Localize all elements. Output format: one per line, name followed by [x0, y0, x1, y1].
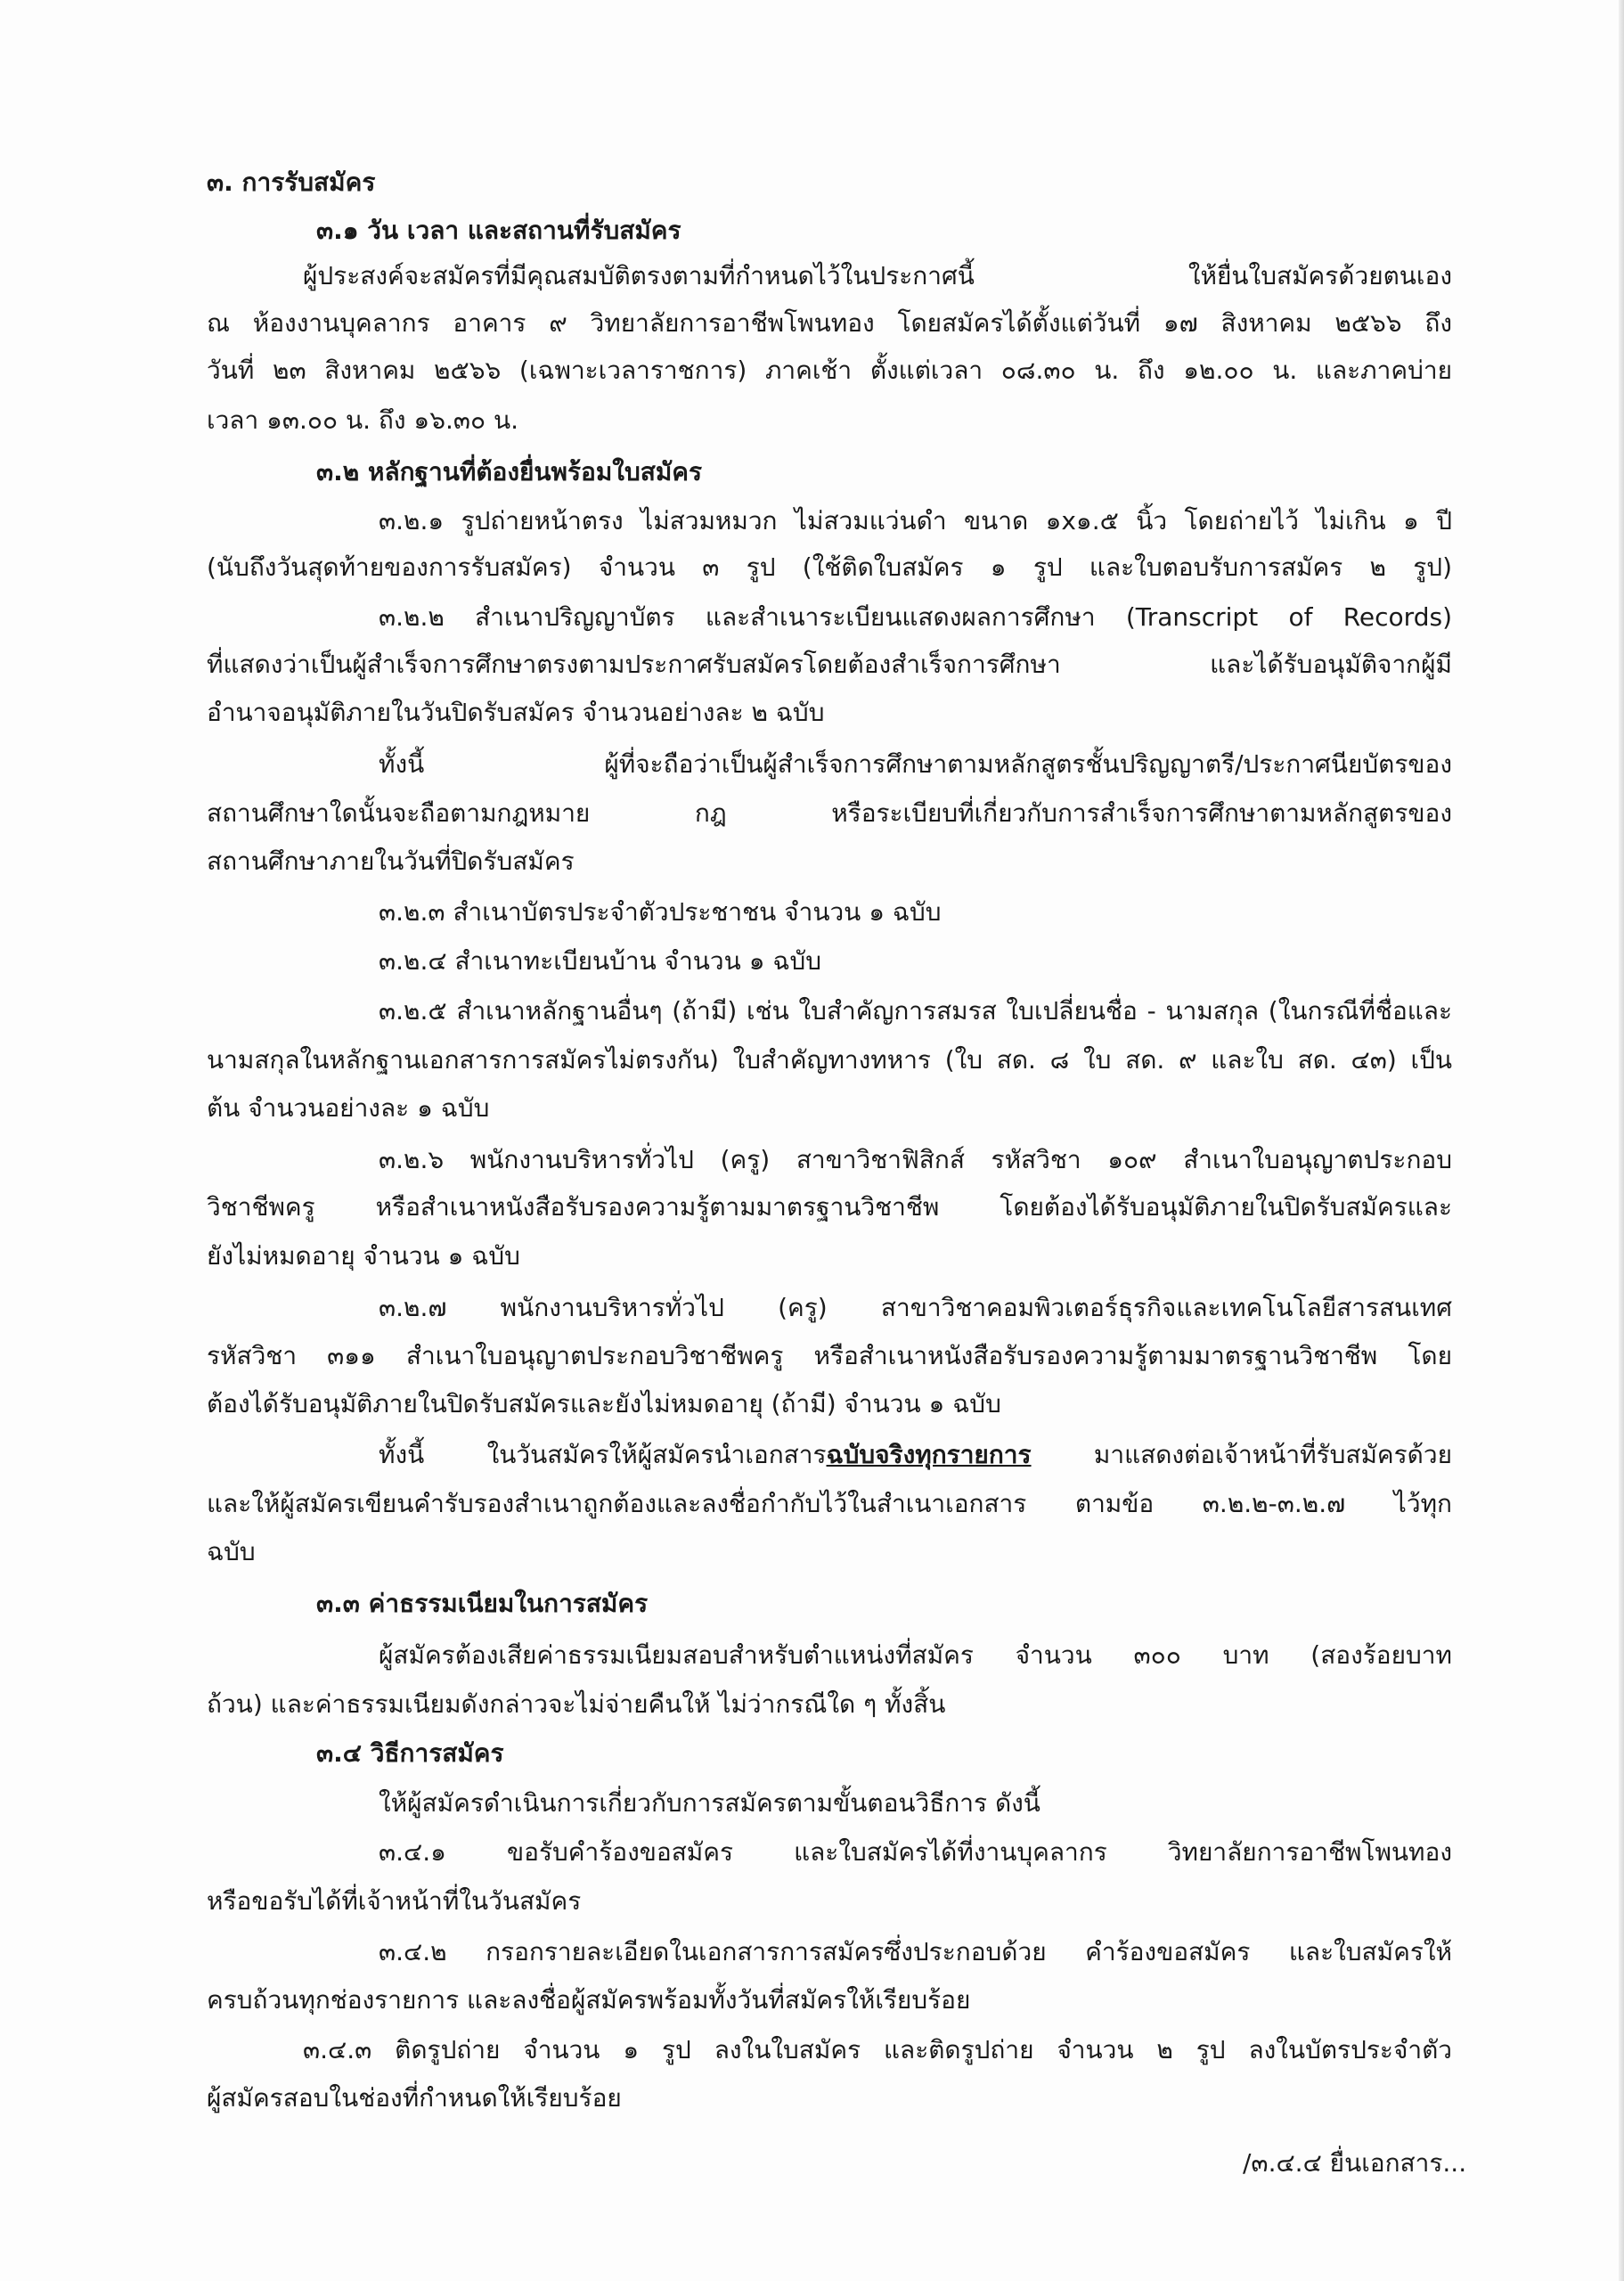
paragraph-line: ที่แสดงว่าเป็นผู้สำเร็จการศึกษาตรงตามประกาศรับสมัครโดยต้องสำเร็จการศึกษา และได้รับอนุมัติจากผู้มี [207, 650, 1452, 679]
paragraph-line: ๓.๒.๓ สำเนาบัตรประจำตัวประชาชน จำนวน ๑ ฉบับ [379, 897, 942, 927]
paragraph-line: ๓.๒.๒ สำเนาปริญญาบัตร และสำเนาระเบียนแสดงผลการศึกษา (Transcript of Records) [379, 602, 1452, 632]
section-3-heading: ๓. การรับสมัคร [207, 168, 376, 197]
paragraph-line: ฉบับ [207, 1537, 256, 1566]
paragraph-line: ผู้สมัครต้องเสียค่าธรรมเนียมสอบสำหรับตำแหน่งที่สมัคร จำนวน ๓๐๐ บาท (สองร้อยบาท [379, 1640, 1452, 1670]
paragraph-line: ต้องได้รับอนุมัติภายในปิดรับสมัครและยังไม่หมดอายุ (ถ้ามี) จำนวน ๑ ฉบับ [207, 1389, 1001, 1418]
paragraph-line: ถ้วน) และค่าธรรมเนียมดังกล่าวจะไม่จ่ายคืนให้ ไม่ว่ากรณีใด ๆ ทั้งสิ้น [207, 1689, 946, 1719]
paragraph-line: วันที่ ๒๓ สิงหาคม ๒๕๖๖ (เฉพาะเวลาราชการ) ภาคเช้า ตั้งแต่เวลา ๐๘.๓๐ น. ถึง ๑๒.๐๐ น. และภาคบ่าย [207, 356, 1452, 385]
page-edge-shadow [1619, 0, 1624, 2281]
paragraph-line: ผู้ประสงค์จะสมัครที่มีคุณสมบัติตรงตามที่กำหนดไว้ในประกาศนี้ ให้ยื่นใบสมัครด้วยตนเอง [303, 261, 1452, 290]
note-text-suffix: มาแสดงต่อเจ้าหน้าที่รับสมัครด้วย [1031, 1440, 1452, 1469]
note-emphasis: ฉบับจริงทุกรายการ [826, 1440, 1032, 1469]
paragraph-line: ณ ห้องงานบุคลากร อาคาร ๙ วิทยาลัยการอาชีพโพนทอง โดยสมัครได้ตั้งแต่วันที่ ๑๗ สิงหาคม ๒๕๖๖ ถึง [207, 308, 1452, 338]
paragraph-line: อำนาจอนุมัติภายในวันปิดรับสมัคร จำนวนอย่างละ ๒ ฉบับ [207, 698, 825, 727]
paragraph-line: (นับถึงวันสุดท้ายของการรับสมัคร) จำนวน ๓ รูป (ใช้ติดใบสมัคร ๑ รูป และใบตอบรับการสมัคร ๒ รูป) [207, 552, 1452, 582]
paragraph-line: ๓.๔.๒ กรอกรายละเอียดในเอกสารการสมัครซึ่งประกอบด้วย คำร้องขอสมัคร และใบสมัครให้ [379, 1937, 1452, 1966]
paragraph-line: ทั้งนี้ ผู้ที่จะถือว่าเป็นผู้สำเร็จการศึกษาตามหลักสูตรชั้นปริญญาตรี/ประกาศนียบัตรของ [379, 749, 1452, 779]
paragraph-line: วิชาชีพครู หรือสำเนาหนังสือรับรองความรู้ตามมาตรฐานวิชาชีพ โดยต้องได้รับอนุมัติภายในปิดรับสมัครและ [207, 1192, 1452, 1222]
page-continuation-footer: /๓.๔.๔ ยื่นเอกสาร... [1243, 2148, 1467, 2178]
paragraph-line: นามสกุลในหลักฐานเอกสารการสมัครไม่ตรงกัน) ใบสำคัญทางทหาร (ใบ สด. ๘ ใบ สด. ๙ และใบ สด. ๔๓) เป็น [207, 1045, 1452, 1075]
paragraph-line: ๓.๒.๔ สำเนาทะเบียนบ้าน จำนวน ๑ ฉบับ [379, 946, 821, 976]
paragraph-line: สถานศึกษาภายในวันที่ปิดรับสมัคร [207, 846, 575, 876]
paragraph-line: สถานศึกษาใดนั้นจะถือตามกฎหมาย กฎ หรือระเบียบที่เกี่ยวกับการสำเร็จการศึกษาตามหลักสูตรของ [207, 798, 1452, 828]
paragraph-line: รหัสวิชา ๓๑๑ สำเนาใบอนุญาตประกอบวิชาชีพครู หรือสำเนาหนังสือรับรองความรู้ตามมาตรฐานวิชาชีพ โดย [207, 1341, 1452, 1370]
section-3-4-title: ๓.๔ วิธีการสมัคร [316, 1738, 504, 1768]
paragraph-line: หรือขอรับได้ที่เจ้าหน้าที่ในวันสมัคร [207, 1886, 582, 1916]
paragraph-line: ๓.๒.๖ พนักงานบริหารทั่วไป (ครู) สาขาวิชาฟิสิกส์ รหัสวิชา ๑๐๙ สำเนาใบอนุญาตประกอบ [379, 1145, 1452, 1174]
paragraph-line: ครบถ้วนทุกช่องรายการ และลงชื่อผู้สมัครพร้อมทั้งวันที่สมัครให้เรียบร้อย [207, 1985, 971, 2015]
section-3-3-title: ๓.๓ ค่าธรรมเนียมในการสมัคร [316, 1589, 649, 1618]
note-text-prefix: ทั้งนี้ ในวันสมัครให้ผู้สมัครนำเอกสาร [379, 1440, 827, 1469]
paragraph-line: และให้ผู้สมัครเขียนคำรับรองสำเนาถูกต้องและลงชื่อกำกับไว้ในสำเนาเอกสาร ตามข้อ ๓.๒.๒-๓.๒.๗ ไว้ทุก [207, 1489, 1452, 1518]
paragraph-line: ต้น จำนวนอย่างละ ๑ ฉบับ [207, 1093, 490, 1123]
paragraph-line: ๓.๔.๓ ติดรูปถ่าย จำนวน ๑ รูป ลงในใบสมัคร และติดรูปถ่าย จำนวน ๒ รูป ลงในบัตรประจำตัว [303, 2035, 1452, 2064]
paragraph-line: ๓.๔.๑ ขอรับคำร้องขอสมัคร และใบสมัครได้ที่งานบุคลากร วิทยาลัยการอาชีพโพนทอง [379, 1837, 1452, 1867]
paragraph-line: ๓.๒.๕ สำเนาหลักฐานอื่นๆ (ถ้ามี) เช่น ใบสำคัญการสมรส ใบเปลี่ยนชื่อ - นามสกุล (ในกรณีที่ชื่อและ [379, 996, 1452, 1026]
paragraph-line [379, 1437, 1452, 1473]
paragraph-line: ผู้สมัครสอบในช่องที่กำหนดให้เรียบร้อย [207, 2083, 622, 2113]
paragraph-line: ยังไม่หมดอายุ จำนวน ๑ ฉบับ [207, 1241, 520, 1271]
paragraph-line: ให้ผู้สมัครดำเนินการเกี่ยวกับการสมัครตามขั้นตอนวิธีการ ดังนี้ [379, 1788, 1041, 1818]
paragraph-line: ๓.๒.๗ พนักงานบริหารทั่วไป (ครู) สาขาวิชาคอมพิวเตอร์ธุรกิจและเทคโนโลยีสารสนเทศ [379, 1293, 1452, 1322]
paragraph-line: เวลา ๑๓.๐๐ น. ถึง ๑๖.๓๐ น. [207, 405, 519, 435]
paragraph-line: ๓.๒.๑ รูปถ่ายหน้าตรง ไม่สวมหมวก ไม่สวมแว่นดำ ขนาด ๑x๑.๕ นิ้ว โดยถ่ายไว้ ไม่เกิน ๑ ปี [379, 506, 1452, 536]
section-3-1-title: ๓.๑ วัน เวลา และสถานที่รับสมัคร [316, 216, 681, 245]
section-3-2-title: ๓.๒ หลักฐานที่ต้องยื่นพร้อมใบสมัคร [316, 457, 703, 486]
